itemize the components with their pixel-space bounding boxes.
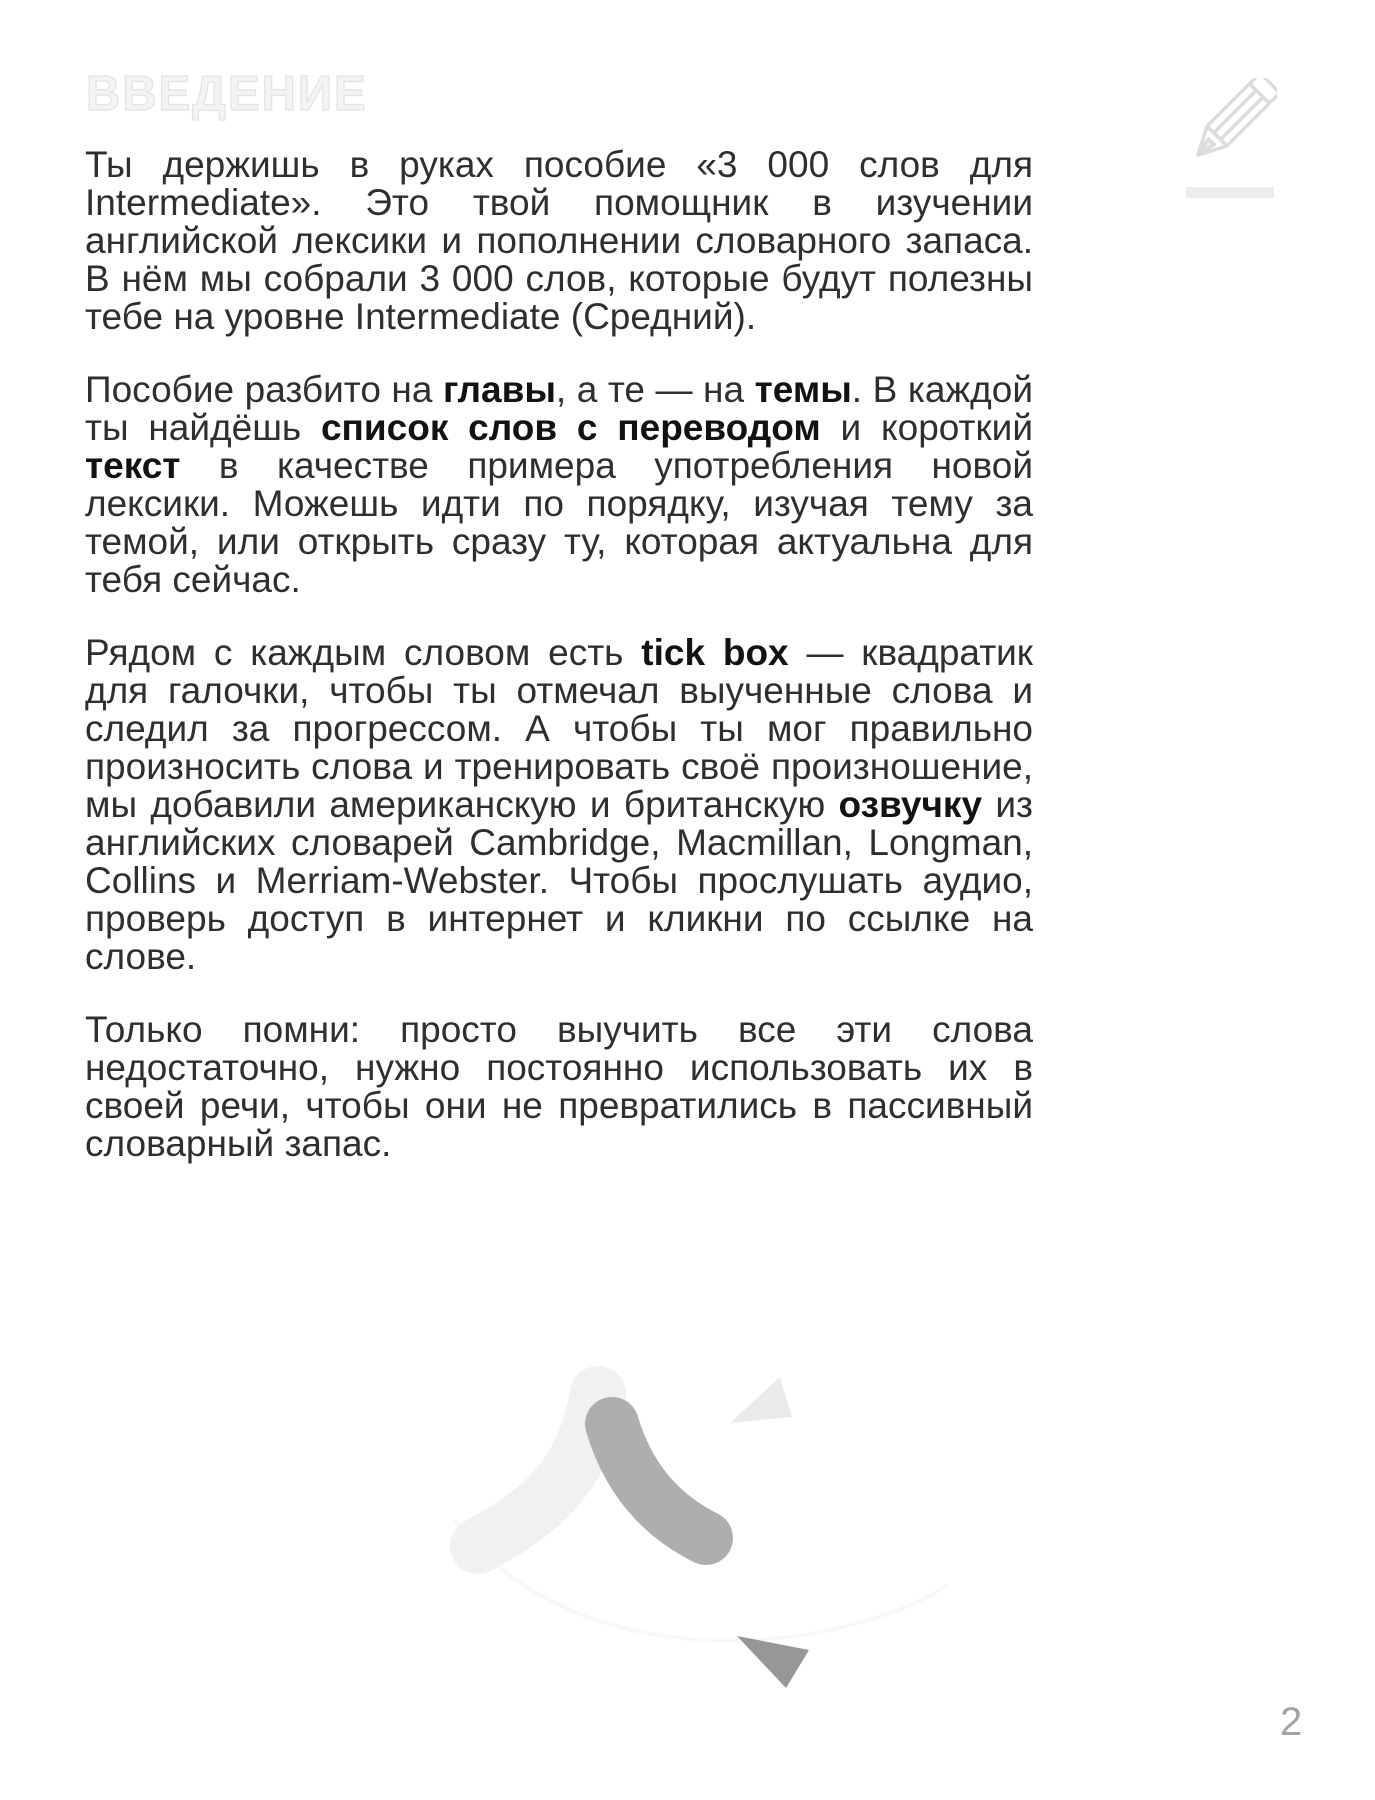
pencil-icon-glyph [1182,78,1277,180]
intro-paragraph-2: Пособие разбито на главы, а те — на темы. В каждой ты найдёшь список слов с переводом и короткий текст в качестве примера употребления новой лексики. Можешь идти по порядку, изучая тему за темой, или открыть сразу ту, которая актуальна для тебя сейчас. [85,369,1034,600]
page-number: 2 [1280,1700,1303,1744]
watermark-ghost-arc [455,1520,948,1641]
intro-paragraph-1: Ты держишь в руках пособие «3 000 слов для Intermediate». Это твой помощник в изучении английской лексики и пополнении словарного запаса. В нём мы собрали 3 000 слов, которые будут полезны тебе на уровне Intermediate (Средний). [85,144,1033,337]
intro-paragraph-4: Только помни: просто выучить все эти слова недостаточно, нужно постоянно использовать их в своей речи, чтобы они не превратились в пассивный словарный запас. [85,1009,1033,1164]
watermark-dark-triangle [737,1636,809,1688]
pencil-underline [1186,187,1274,198]
watermark-light-triangle [730,1377,792,1423]
pencil-icon [1182,78,1277,198]
intro-text [85,146,1033,1198]
intro-paragraph-3: Рядом с каждым словом есть tick box — квадратик для галочки, чтобы ты отмечал выученные слова и следил за прогрессом. А чтобы ты мог правильно произносить слова и тренировать своё произношение, мы добавили американскую и британскую озвучку из английских словарей Cambridge, Macmillan, Longman, Collins и Merriam-Webster. Чтобы прослушать аудио, проверь доступ в интернет и кликни по ссылке на слове. [85,632,1033,977]
watermark-gray-arc [612,1424,706,1538]
page-title: ВВЕДЕНИЕ [86,67,368,121]
watermark-light-arc [478,1394,598,1546]
